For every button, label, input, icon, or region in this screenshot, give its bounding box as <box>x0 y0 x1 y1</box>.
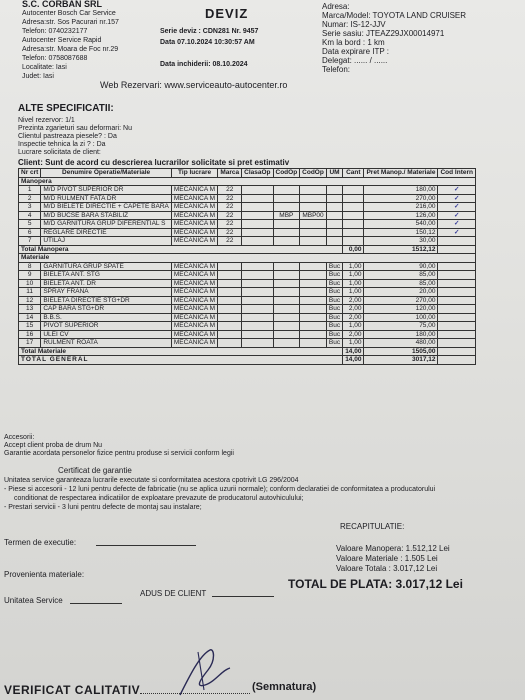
cell-marca: 22 <box>218 186 242 195</box>
cell-chk: ✓ <box>438 211 476 220</box>
client-numar: Numar: IS-12-JJV <box>322 20 386 29</box>
cell-um <box>326 194 342 203</box>
cell-pret: 540,00 <box>364 220 438 229</box>
cell-um: Buc <box>326 296 342 305</box>
total-general-row <box>19 356 476 365</box>
col-cant: Cant <box>343 169 364 178</box>
cell-nr: 13 <box>19 305 41 314</box>
cell-chk: ✓ <box>438 228 476 237</box>
col-codop-1: CodOp <box>273 169 300 178</box>
col-nr: Nr crt <box>19 169 41 178</box>
termen-line <box>96 545 196 546</box>
client-km: Km la bord : 1 km <box>322 38 385 47</box>
footer-garantie-4: - Prestari servicii - 3 luni pentru defecte de montaj sau instalare; <box>4 504 202 511</box>
cell-tip: MECANICA M <box>171 237 217 246</box>
cell-um: Buc <box>326 262 342 271</box>
company-name: S.C. CORBAN SRL <box>22 0 103 9</box>
table-row <box>19 288 476 297</box>
table-row <box>19 237 476 246</box>
company-service-2: Autocenter Service Rapid <box>22 37 102 44</box>
cell-cant: 2,00 <box>343 305 364 314</box>
table-row <box>19 211 476 220</box>
total-materiale-row <box>19 347 476 356</box>
cell-pret: 180,00 <box>364 330 438 339</box>
cell-um: Buc <box>326 339 342 348</box>
cell-nr: 4 <box>19 211 41 220</box>
cell-tip: MECANICA M <box>171 271 217 280</box>
specs-line-2: Prezinta zgarieturi sau deformari: Nu <box>18 125 132 132</box>
cell-nr: 1 <box>19 186 41 195</box>
cell-pret: 270,00 <box>364 296 438 305</box>
cell-chk: ✓ <box>438 186 476 195</box>
cell-marca: 22 <box>218 194 242 203</box>
cell-tip: MECANICA M <box>171 220 217 229</box>
cell-tip: MECANICA M <box>171 262 217 271</box>
table-row <box>19 279 476 288</box>
cell-nr: 12 <box>19 296 41 305</box>
cell-um: Buc <box>326 288 342 297</box>
table-row <box>19 194 476 203</box>
cell-nr: 6 <box>19 228 41 237</box>
cell-chk: ✓ <box>438 203 476 212</box>
cell-cant: 1,00 <box>343 322 364 331</box>
cell-cant: 1,00 <box>343 279 364 288</box>
company-phone-1: Telefon: 0740232177 <box>22 28 88 35</box>
table-row <box>19 271 476 280</box>
doc-data: Data 07.10.2024 10:30:57 AM <box>160 39 255 46</box>
cell-um: Buc <box>326 279 342 288</box>
cell-cant: 1,00 <box>343 262 364 271</box>
section-manopera: Manopera <box>19 177 476 186</box>
cell-tip: MECANICA M <box>171 330 217 339</box>
termen-label: Termen de executie: <box>4 538 77 547</box>
cell-c1 <box>273 237 300 246</box>
cell-nr: 2 <box>19 194 41 203</box>
cell-tip: MECANICA M <box>171 288 217 297</box>
cell-pret: 90,00 <box>364 262 438 271</box>
cell-c2 <box>300 194 327 203</box>
cell-name: BIELETA ANT. STG <box>41 271 172 280</box>
cell-cant <box>343 228 364 237</box>
table-row <box>19 228 476 237</box>
cell-c1 <box>273 228 300 237</box>
cell-tip: MECANICA M <box>171 279 217 288</box>
cell-name: M/D BIELETE DIRECTIE + CAPETE BARA <box>41 203 172 212</box>
adus-line <box>212 596 274 597</box>
cell-pret: 75,00 <box>364 322 438 331</box>
recap-manopera: Valoare Manopera: 1.512,12 Lei <box>336 544 450 553</box>
total-manopera-row <box>19 245 476 254</box>
cell-chk <box>438 237 476 246</box>
client-telefon: Telefon: <box>322 65 351 74</box>
specs-line-1: Nivel rezervor: 1/1 <box>18 117 75 124</box>
cell-nr: 14 <box>19 313 41 322</box>
col-clasaop: ClasaOp <box>242 169 273 178</box>
cell-cant: 1,00 <box>343 271 364 280</box>
cell-name: REGLARE DIRECTIE <box>41 228 172 237</box>
doc-inchidere: Data inchiderii: 08.10.2024 <box>160 61 248 68</box>
semnatura-label: (Semnatura) <box>252 681 317 693</box>
cell-cant: 1,00 <box>343 288 364 297</box>
cell-um: Buc <box>326 322 342 331</box>
cell-nr: 16 <box>19 330 41 339</box>
cell-tip: MECANICA M <box>171 313 217 322</box>
footer-garantie-2: - Piese si accesorii - 12 luni pentru defecte de fabricatie (nu se aplica uzurii normale); conform declaratiei de conformitatea a producatorului <box>4 486 436 493</box>
cell-pret: 150,12 <box>364 228 438 237</box>
cell-nr: 3 <box>19 203 41 212</box>
cell-um <box>326 220 342 229</box>
table-row <box>19 330 476 339</box>
cell-um: Buc <box>326 271 342 280</box>
company-address: Adresa:str. Sos Pacurari nr.157 <box>22 19 119 26</box>
cell-cant <box>343 194 364 203</box>
cell-marca: 22 <box>218 203 242 212</box>
cell-cant <box>343 211 364 220</box>
col-codop-2: CodOp <box>300 169 327 178</box>
cell-cant: 2,00 <box>343 296 364 305</box>
cell-name: SPRAY FRANA <box>41 288 172 297</box>
company-address-2: Adresa:str. Moara de Foc nr.29 <box>22 46 119 53</box>
footer-acc-1: Accept client proba de drum Nu <box>4 442 103 449</box>
total-materiale-cant: 14,00 <box>343 347 364 356</box>
table-row <box>19 296 476 305</box>
adus-label: ADUS DE CLIENT <box>140 589 207 598</box>
cell-pret: 216,00 <box>364 203 438 212</box>
table-row <box>19 305 476 314</box>
cell-pret: 180,00 <box>364 186 438 195</box>
col-um: UM <box>326 169 342 178</box>
company-county: Judet: Iasi <box>22 73 54 80</box>
specs-title: ALTE SPECIFICATII: <box>18 103 114 114</box>
cell-chk: ✓ <box>438 194 476 203</box>
cell-cant: 2,00 <box>343 330 364 339</box>
cell-cant <box>343 220 364 229</box>
cell-marca: 22 <box>218 237 242 246</box>
cell-name: M/D GARNITURA GRUP DIFERENTIAL S <box>41 220 172 229</box>
cell-tip: MECANICA M <box>171 322 217 331</box>
cell-c2 <box>300 237 327 246</box>
cell-c2 <box>300 203 327 212</box>
cell-um: Buc <box>326 313 342 322</box>
cell-marca: 22 <box>218 211 242 220</box>
section-manopera-row <box>19 177 476 186</box>
doc-web: Web Rezervari: www.serviceauto-autocenter.ro <box>100 80 288 90</box>
cell-um <box>326 211 342 220</box>
total-de-plata: TOTAL DE PLATA: 3.017,12 Lei <box>288 577 463 591</box>
cell-um: Buc <box>326 330 342 339</box>
cell-name: B.B.S. <box>41 313 172 322</box>
table-row <box>19 186 476 195</box>
cell-name: UTILAJ <box>41 237 172 246</box>
cell-cant: 2,00 <box>343 313 364 322</box>
cell-c1 <box>273 186 300 195</box>
table-row <box>19 313 476 322</box>
unitatea-line <box>70 603 122 604</box>
total-general-cant: 14,00 <box>343 356 364 365</box>
cell-cant <box>343 203 364 212</box>
cell-pret: 270,00 <box>364 194 438 203</box>
total-materiale-label: Total Materiale <box>19 347 343 356</box>
cell-cant <box>343 237 364 246</box>
client-sasiu: Serie sasiu: JTEAZ29JX00014971 <box>322 29 445 38</box>
cell-c2 <box>300 220 327 229</box>
cell-nr: 11 <box>19 288 41 297</box>
cell-tip: MECANICA M <box>171 305 217 314</box>
cell-cant <box>343 186 364 195</box>
table-row <box>19 339 476 348</box>
recap-title: RECAPITULATIE: <box>340 522 405 531</box>
cell-chk: ✓ <box>438 220 476 229</box>
cell-nr: 15 <box>19 322 41 331</box>
specs-line-3: Clientul pastreaza piesele? : Da <box>18 133 117 140</box>
total-manopera-value: 1512,12 <box>364 245 438 254</box>
cell-um: Buc <box>326 305 342 314</box>
cell-tip: MECANICA M <box>171 228 217 237</box>
footer-acc-2: Garantie acordata personelor fizice pentru produse si servicii conform legii <box>4 450 234 457</box>
estimate-table <box>18 168 476 365</box>
specs-line-4: Inspectie tehnica la zi ? : Da <box>18 141 106 148</box>
cell-nr: 17 <box>19 339 41 348</box>
total-materiale-value: 1505,00 <box>364 347 438 356</box>
cell-tip: MECANICA M <box>171 296 217 305</box>
cell-pret: 85,00 <box>364 279 438 288</box>
table-row <box>19 203 476 212</box>
client-adresa: Adresa: <box>322 2 350 11</box>
cell-pret: 30,00 <box>364 237 438 246</box>
company-phone-2: Telefon: 0758087688 <box>22 55 88 62</box>
table-row <box>19 220 476 229</box>
total-general-label: TOTAL GENERAL <box>19 356 343 365</box>
footer-garantie-3: conditionat de respectarea indicatiilor de exploatare prevazute de producatorul autovhiculului; <box>14 495 304 502</box>
client-itp: Data expirare ITP : <box>322 47 389 56</box>
cell-nr: 9 <box>19 271 41 280</box>
cell-name: BIELETA DIRECTIE STG+DR <box>41 296 172 305</box>
cell-nr: 5 <box>19 220 41 229</box>
client-delegat: Delegat: ...... / ...... <box>322 56 388 65</box>
col-cod-intern: Cod Intern <box>438 169 476 178</box>
cell-pret: 20,00 <box>364 288 438 297</box>
total-general-value: 3017,12 <box>364 356 438 365</box>
cell-name: RULMENT ROATA <box>41 339 172 348</box>
col-marca: Marca <box>218 169 242 178</box>
cell-pret: 100,00 <box>364 313 438 322</box>
cell-name: M/D RULMENT FATA DR <box>41 194 172 203</box>
cell-cant: 1,00 <box>343 339 364 348</box>
cell-tip: MECANICA M <box>171 194 217 203</box>
cell-nr: 8 <box>19 262 41 271</box>
cell-nr: 7 <box>19 237 41 246</box>
col-denumire: Denumire Operatie/Materiale <box>41 169 172 178</box>
cell-c1 <box>273 194 300 203</box>
cell-tip: MECANICA M <box>171 339 217 348</box>
cell-nr: 10 <box>19 279 41 288</box>
cell-marca: 22 <box>218 220 242 229</box>
cell-name: PIVOT SUPERIOR <box>41 322 172 331</box>
footer-certificat: Certificat de garantie <box>58 466 132 475</box>
cell-pret: 480,00 <box>364 339 438 348</box>
cell-tip: MECANICA M <box>171 186 217 195</box>
col-pret: Pret Manop./ Materiale <box>364 169 438 178</box>
cell-name: CAP BARA STG+DR <box>41 305 172 314</box>
cell-um <box>326 237 342 246</box>
table-row <box>19 262 476 271</box>
provenienta-label: Provenienta materiale: <box>4 570 85 579</box>
footer-garantie-1: Unitatea service garanteaza lucrarile executate si conformitatea acestora cpotrivit LG 296/2004 <box>4 477 299 484</box>
cell-tip: MECANICA M <box>171 203 217 212</box>
cell-marca: 22 <box>218 228 242 237</box>
total-manopera-cant: 0,00 <box>343 245 364 254</box>
cell-name: M/D BUCSE BARA STABILIZ <box>41 211 172 220</box>
section-materiale-row <box>19 254 476 263</box>
table-row <box>19 322 476 331</box>
specs-line-6: Client: Sunt de acord cu descrierea lucrarilor solicitate si pret estimativ <box>18 158 290 167</box>
cell-tip: MECANICA M <box>171 211 217 220</box>
signature-mark <box>170 640 240 700</box>
unitatea-label: Unitatea Service <box>4 596 63 605</box>
cell-c1 <box>273 203 300 212</box>
doc-title: DEVIZ <box>205 6 249 21</box>
total-manopera-label: Total Manopera <box>19 245 343 254</box>
cell-name: GARNITURA GRUP SPATE <box>41 262 172 271</box>
cell-c2: MBP00 <box>300 211 327 220</box>
cell-pret: 85,00 <box>364 271 438 280</box>
cell-c1: MBP <box>273 211 300 220</box>
cell-name: ULEI CV <box>41 330 172 339</box>
verificat-line <box>140 693 250 694</box>
recap-totala: Valoare Totala : 3.017,12 Lei <box>336 564 438 573</box>
cell-c1 <box>273 220 300 229</box>
table-header-row <box>19 169 476 178</box>
cell-name: M/D PIVOT SUPERIOR DR <box>41 186 172 195</box>
cell-c2 <box>300 228 327 237</box>
verificat-label: VERIFICAT CALITATIV <box>4 683 141 697</box>
col-tip: Tip lucrare <box>171 169 217 178</box>
cell-pret: 126,00 <box>364 211 438 220</box>
section-materiale: Materiale <box>19 254 476 263</box>
specs-line-5: Lucrare solicitata de client: <box>18 149 101 156</box>
recap-materiale: Valoare Materiale : 1.505 Lei <box>336 554 438 563</box>
company-city: Localitate: Iasi <box>22 64 67 71</box>
cell-um <box>326 186 342 195</box>
doc-serie: Serie deviz : CDN281 Nr. 9457 <box>160 28 259 35</box>
cell-c2 <box>300 186 327 195</box>
cell-name: BIELETA ANT. DR <box>41 279 172 288</box>
cell-um <box>326 203 342 212</box>
company-service: Autocenter Bosch Car Service <box>22 10 116 17</box>
cell-um <box>326 228 342 237</box>
client-marca: Marca/Model: TOYOTA LAND CRUISER <box>322 11 467 20</box>
cell-pret: 120,00 <box>364 305 438 314</box>
footer-accesorii: Accesorii: <box>4 434 35 441</box>
